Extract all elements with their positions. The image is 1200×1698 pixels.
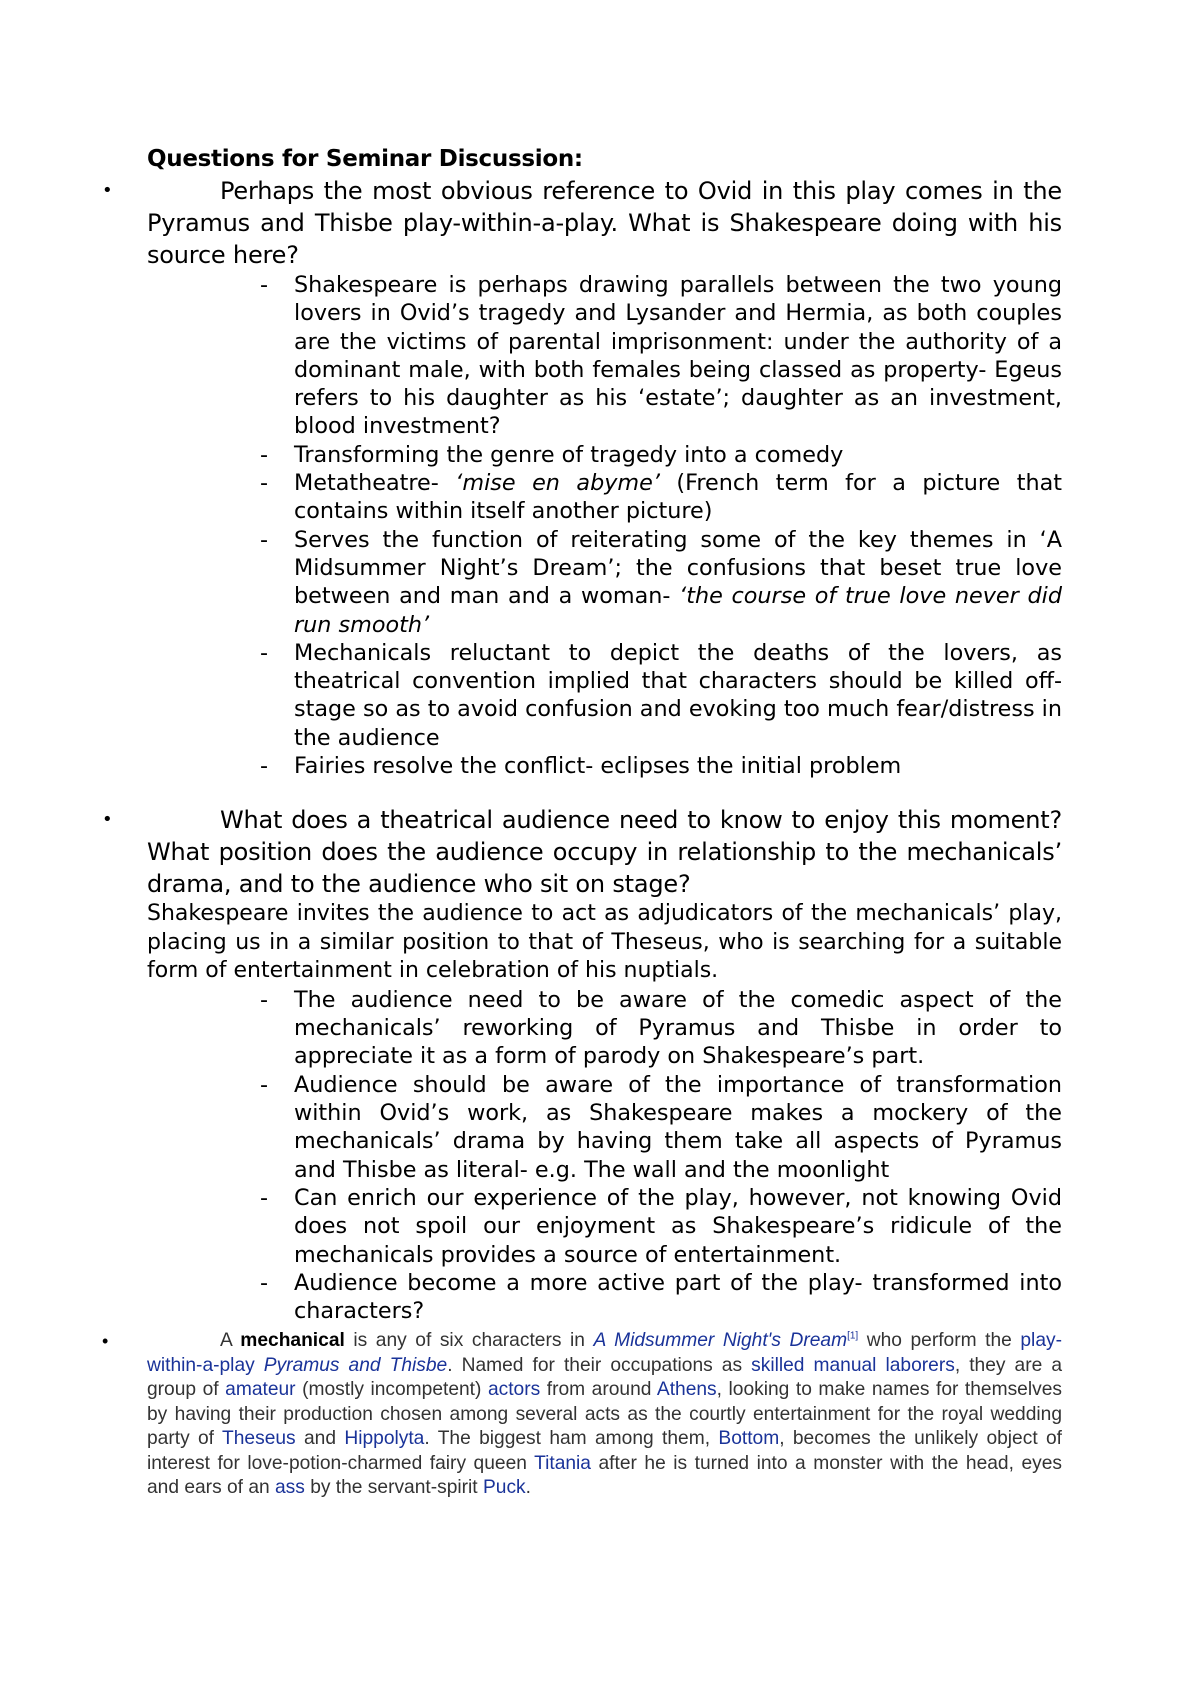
- link-bottom[interactable]: Bottom: [718, 1428, 780, 1450]
- list-item: - Metatheatre- ‘mise en abyme’ (French term for a picture that contains within itself another picture): [260, 470, 1063, 525]
- document-content: [102, 143, 1063, 1501]
- dash-icon: -: [260, 470, 269, 497]
- dash-icon: -: [260, 526, 269, 553]
- bullet-icon: •: [102, 1331, 109, 1352]
- mechanical-definition: • A mechanical is any of six characters in A Midsummer Night's Dream[1] who perform the play-within-a-play Pyramus and Thisbe. Named for their occupations as skilled manual laborers, they are a group of amateur (mostly incompetent) actors from around Athens, looking to make names for themselves by having their production chosen among several acts as the courtly entertainment for the royal wedding party of Theseus and Hippolyta. The biggest ham among them, Bottom, becomes the unlikely object of interest for love-potion-charmed fairy queen Titania after he is turned into a monster with the head, eyes and ears of an ass by the servant-spirit Puck.: [102, 1330, 1063, 1499]
- link-titania[interactable]: Titania: [534, 1452, 591, 1474]
- link-amateur[interactable]: amateur: [225, 1379, 296, 1401]
- link-actors[interactable]: actors: [487, 1379, 541, 1401]
- list-item: - Serves the function of reiterating some of the key themes in ‘A Midsummer Night’s Dream’; the confusions that beset true love between and man and a woman- ‘the course of true love never did run smooth’: [260, 526, 1062, 638]
- question-2-points: [147, 986, 1062, 1326]
- question-2-answer: Shakespeare invites the audience to act as adjudicators of the mechanicals’ play, placing us in a similar position to that of Theseus, who is searching for a suitable form of entertainment in celebration of his nuptials.: [147, 901, 1062, 984]
- list-item: - Fairies resolve the conflict- eclipses the initial problem: [260, 753, 902, 780]
- list-item: - Transforming the genre of tragedy into a comedy: [260, 441, 844, 468]
- footnote-link[interactable]: [1]: [847, 1331, 859, 1343]
- bullet-icon: •: [102, 180, 113, 201]
- question-1-text: Perhaps the most obvious reference to Ovid in this play comes in the Pyramus and Thisbe play-within-a-play. What is Shakespeare doing with his source here?: [147, 177, 1062, 269]
- dash-icon: -: [260, 1071, 269, 1098]
- dash-icon: -: [260, 272, 269, 298]
- link-ass[interactable]: ass: [275, 1477, 305, 1499]
- link-theseus[interactable]: Theseus: [222, 1428, 296, 1450]
- list-item: - Mechanicals reluctant to depict the deaths of the lovers, as theatrical convention implied that characters should be killed off-stage so as to avoid confusion and evoking too much fear/distress in the audience: [260, 639, 1062, 751]
- dash-icon: -: [260, 1184, 269, 1211]
- list-item: - Shakespeare is perhaps drawing parallels between the two young lovers in Ovid’s tragedy and Lysander and Hermia, as both couples are the victims of parental imprisonment: under the authority of a dominant male, with both females being classed as property- Egeus refers to his daughter as his ‘estate’; daughter as an investment, blood investment?: [260, 272, 1062, 440]
- link-midsummer-nights-dream[interactable]: A Midsummer Night's Dream: [593, 1330, 848, 1352]
- question-2-text: What does a theatrical audience need to know to enjoy this moment? What position does the audience occupy in relationship to the mechanicals’ drama, and to the audience who sit on stage?: [147, 806, 1062, 899]
- list-item: - Audience become a more active part of the play- transformed into characters?: [260, 1269, 1062, 1325]
- link-skilled-manual-laborers[interactable]: skilled manual laborers: [751, 1354, 955, 1376]
- question-1-points: [147, 271, 1062, 780]
- list-item: - The audience need to be aware of the comedic aspect of the mechanicals’ reworking of Pyramus and Thisbe in order to appreciate it as a form of parody on Shakespeare’s part.: [260, 986, 1062, 1070]
- list-item: - Can enrich our experience of the play, however, not knowing Ovid does not spoil our enjoyment as Shakespeare’s ridicule of the mechanicals provides a source of entertainment.: [260, 1184, 1062, 1268]
- question-1: [102, 175, 1062, 271]
- bullet-icon: •: [102, 809, 113, 831]
- link-play-within-a-play[interactable]: play-within-a-play: [147, 1330, 1062, 1376]
- dash-icon: -: [260, 986, 269, 1013]
- link-athens[interactable]: Athens: [656, 1379, 717, 1401]
- dash-icon: -: [260, 753, 269, 780]
- question-2: [102, 804, 1062, 900]
- link-puck[interactable]: Puck: [482, 1477, 526, 1499]
- dash-icon: -: [260, 639, 269, 666]
- dash-icon: -: [260, 1269, 269, 1296]
- list-item: - Audience should be aware of the importance of transformation within Ovid’s work, as Shakespeare makes a mockery of the mechanicals’ drama by having them take all aspects of Pyramus and Thisbe as literal- e.g. The wall and the moonlight: [260, 1071, 1062, 1183]
- link-hippolyta[interactable]: Hippolyta: [344, 1428, 425, 1450]
- dash-icon: -: [260, 441, 269, 468]
- page-heading: Questions for Seminar Discussion:: [147, 146, 583, 172]
- link-pyramus-and-thisbe[interactable]: Pyramus and Thisbe: [263, 1354, 448, 1376]
